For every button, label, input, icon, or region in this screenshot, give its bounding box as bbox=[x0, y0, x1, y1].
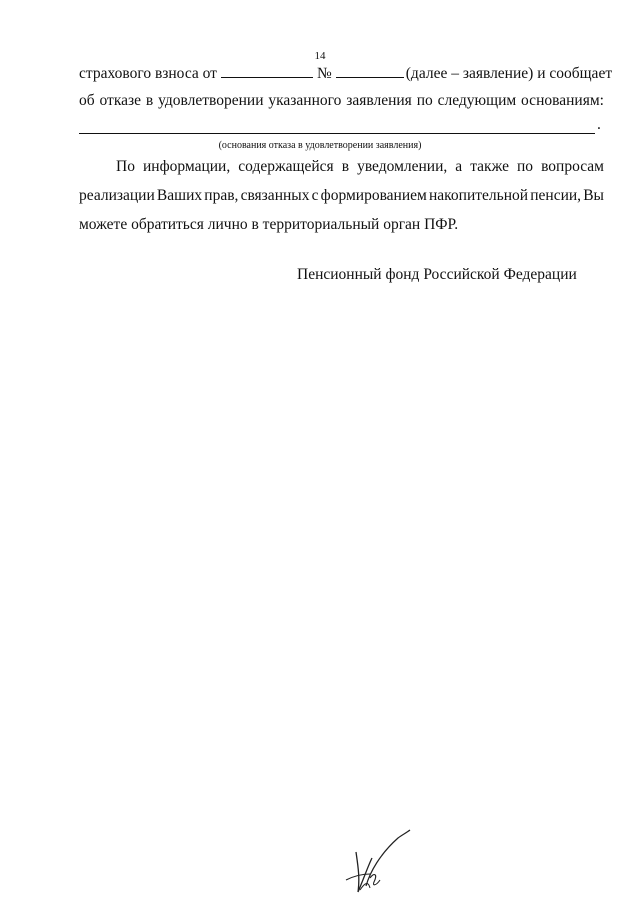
word: основаниям: bbox=[521, 92, 604, 109]
info-paragraph-line-1 bbox=[79, 158, 604, 176]
word: вопросам bbox=[541, 158, 604, 175]
blank-number bbox=[336, 63, 404, 78]
word: формированием bbox=[320, 187, 427, 204]
word: по bbox=[517, 158, 534, 175]
word: прав, bbox=[204, 187, 239, 204]
page-number: 14 bbox=[314, 50, 326, 62]
word: уведомлении, bbox=[357, 158, 448, 175]
word: По bbox=[116, 158, 135, 175]
word: Ваших bbox=[156, 187, 203, 204]
word: в bbox=[145, 92, 154, 109]
word: с bbox=[311, 187, 319, 204]
word: отказе bbox=[99, 92, 142, 109]
word: связанных bbox=[240, 187, 310, 204]
text-hereinafter-application: (далее – заявление) и сообщает bbox=[405, 65, 613, 82]
handwritten-signature-icon bbox=[340, 828, 420, 898]
word: удовлетворении bbox=[158, 92, 264, 109]
refusal-reason-period: . bbox=[597, 116, 601, 133]
word: пенсии, bbox=[530, 187, 582, 204]
organization-name: Пенсионный фонд Российской Федерации bbox=[297, 266, 577, 283]
word: а bbox=[455, 158, 463, 175]
word: следующим bbox=[437, 92, 517, 109]
word: также bbox=[470, 158, 509, 175]
statement-line-1 bbox=[79, 63, 613, 83]
text-insurance-contribution-from: страхового взноса от bbox=[79, 65, 217, 82]
text-number-sign: № bbox=[316, 65, 332, 82]
blank-date bbox=[221, 63, 313, 78]
word: содержащейся bbox=[238, 158, 334, 175]
word: накопительной bbox=[429, 187, 529, 204]
word: об bbox=[79, 92, 95, 109]
word: Вы bbox=[583, 187, 604, 204]
word: реализации bbox=[79, 187, 155, 204]
word: информации, bbox=[142, 158, 231, 175]
word: заявления bbox=[346, 92, 412, 109]
info-paragraph-line-3: можете обратиться лично в территориальный орган ПФР. bbox=[79, 216, 459, 233]
info-paragraph-line-2 bbox=[79, 187, 604, 205]
word: по bbox=[416, 92, 433, 109]
refusal-reason-blank-line bbox=[79, 133, 595, 134]
word: указанного bbox=[268, 92, 342, 109]
refusal-reason-caption: (основания отказа в удовлетворении заявления) bbox=[218, 140, 422, 151]
statement-line-2 bbox=[79, 92, 604, 110]
word: в bbox=[341, 158, 350, 175]
